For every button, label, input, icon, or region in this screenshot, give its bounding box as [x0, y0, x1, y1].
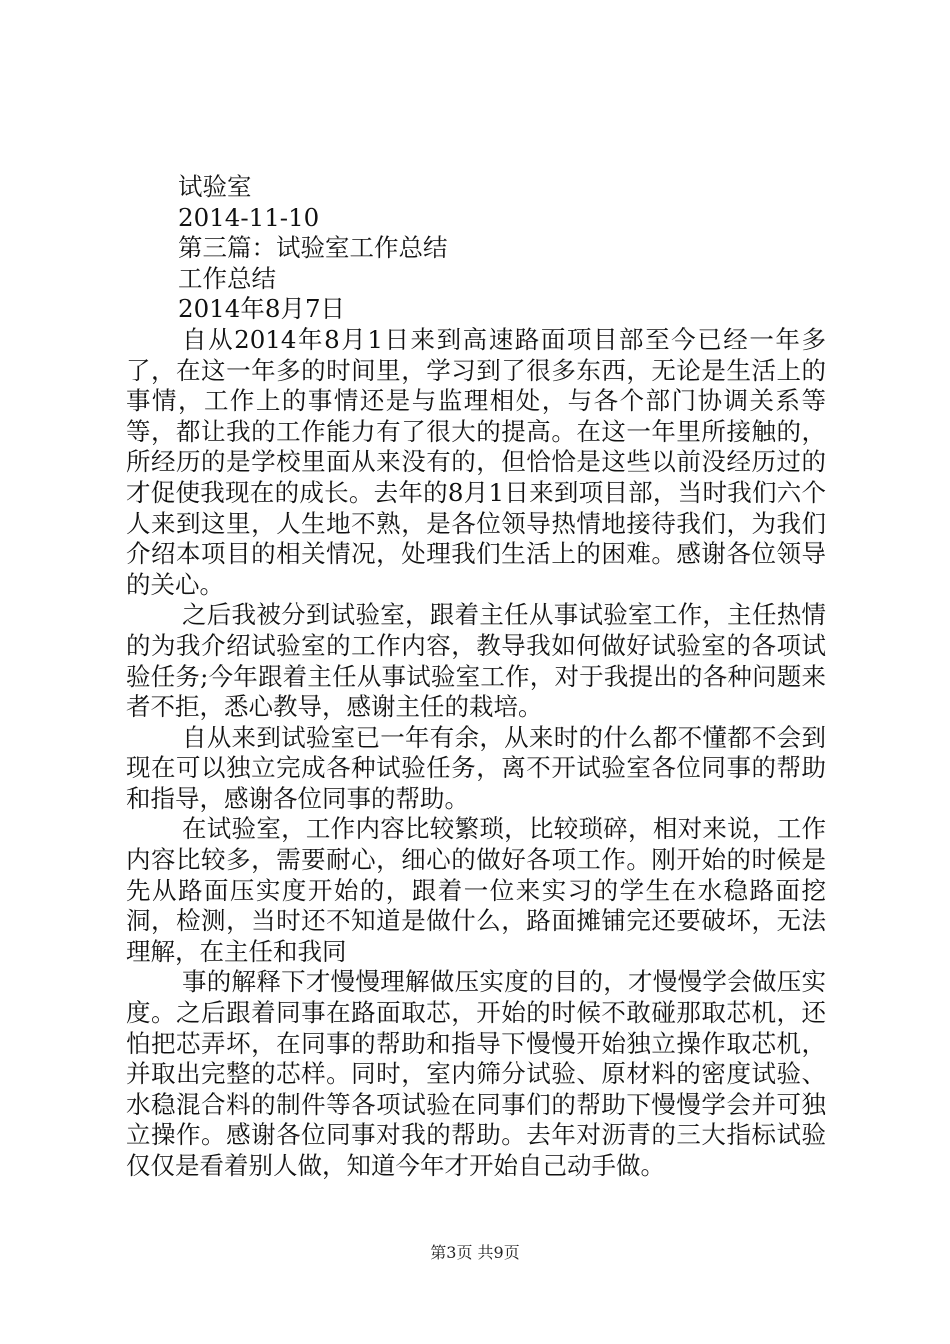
paragraph-4: 在试验室，工作内容比较繁琐，比较琐碎，相对来说，工作内容比较多，需要耐心，细心的做好各项工作。刚开始的时候是先从路面压实度开始的，跟着一位来实习的学生在水稳路面挖洞，检测，当时还不知道是做什么，路面摊铺完还要破坏，无法理解，在主任和我同	[126, 814, 826, 966]
paragraph-1: 自从2014年8月1日来到高速路面项目部至今已经一年多了，在这一年多的时间里，学习到了很多东西，无论是生活上的事情，工作上的事情还是与监理相处，与各个部门协调关系等等，都让我的工作能力有了很大的提高。在这一年里所接触的，所经历的是学校里面从来没有的，但恰恰是这些以前没经历过的才促使我现在的成长。去年的8月1日来到项目部，当时我们六个人来到这里，人生地不熟，是各位领导热情地接待我们，为我们介绍本项目的相关情况，处理我们生活上的困难。感谢各位领导的关心。	[126, 324, 826, 599]
paragraph-2: 之后我被分到试验室，跟着主任从事试验室工作，主任热情的为我介绍试验室的工作内容，教导我如何做好试验室的各项试验任务;今年跟着主任从事试验室工作，对于我提出的各种问题来者不拒，悉心教导，感谢主任的栽培。	[126, 600, 826, 722]
heading-date-1: 2014-11-10	[178, 202, 320, 232]
document-body	[126, 172, 826, 1182]
paragraph-5: 事的解释下才慢慢理解做压实度的目的，才慢慢学会做压实度。之后跟着同事在路面取芯，开始的时候不敢碰那取芯机，还怕把芯弄坏，在同事的帮助和指导下慢慢开始独立操作取芯机，并取出完整的芯样。同时，室内筛分试验、原材料的密度试验、水稳混合料的制件等各项试验在同事们的帮助下慢慢学会并可独立操作。感谢各位同事对我的帮助。去年对沥青的三大指标试验仅仅是看着别人做，知道今年才开始自己动手做。	[126, 967, 826, 1180]
heading-date-2: 2014年8月7日	[178, 294, 346, 324]
page-number-footer: 第3页 共9页	[430, 1243, 520, 1262]
paragraph-3: 自从来到试验室已一年有余，从来时的什么都不懂都不会到现在可以独立完成各种试验任务，离不开试验室各位同事的帮助和指导，感谢各位同事的帮助。	[126, 722, 826, 813]
heading-lab: 试验室	[178, 172, 252, 201]
heading-work-summary: 工作总结	[178, 263, 276, 293]
heading-chapter-title: 第三篇：试验室工作总结	[178, 233, 448, 263]
